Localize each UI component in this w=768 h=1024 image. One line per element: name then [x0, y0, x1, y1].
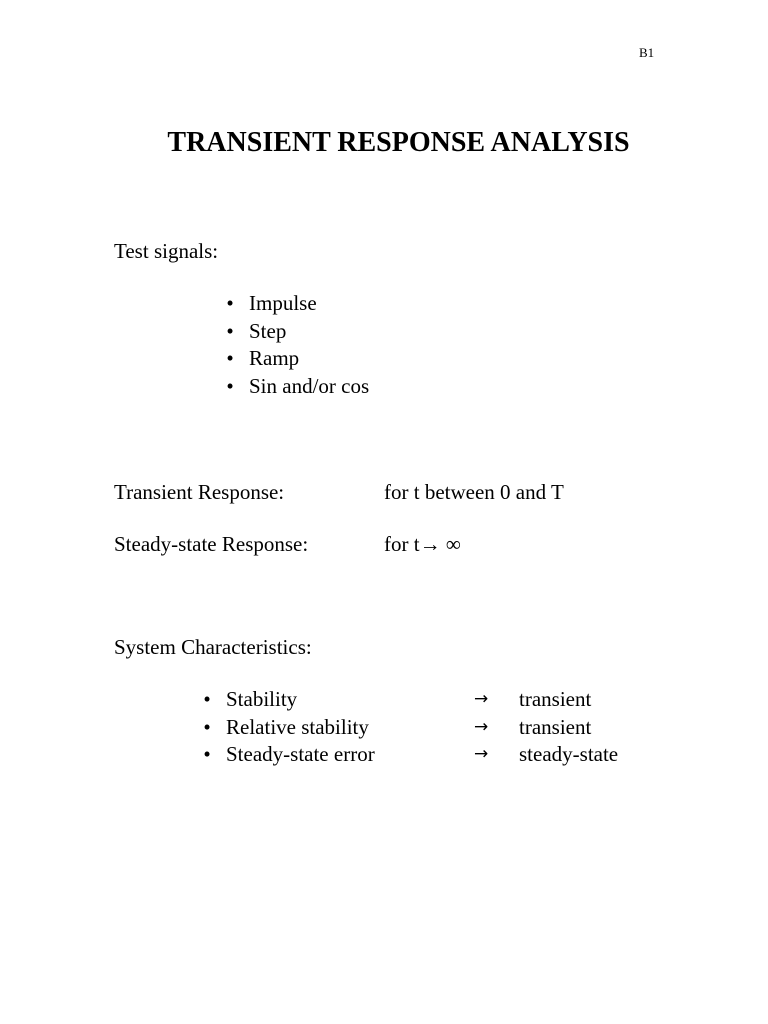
characteristic-value: steady-state: [519, 742, 619, 766]
test-signal-label: Sin and/or cos: [249, 373, 370, 398]
bullet-icon: •: [226, 291, 234, 315]
steady-state-response-label: Steady-state Response:: [114, 532, 309, 556]
test-signal-label: Ramp: [249, 346, 300, 370]
steady-state-response-value: for t→ ∞: [384, 532, 461, 556]
bullet-icon: •: [203, 687, 211, 711]
arrow-icon: →: [474, 744, 489, 764]
bullet-icon: •: [226, 318, 234, 343]
characteristic-label: Stability: [226, 687, 298, 711]
characteristic-label: Relative stability: [226, 714, 369, 739]
bullet-icon: •: [203, 714, 211, 739]
arrow-icon: →: [474, 716, 489, 737]
arrow-icon: →: [474, 689, 489, 709]
system-characteristics-heading: System Characteristics:: [114, 635, 312, 659]
bullet-icon: •: [226, 346, 234, 370]
test-signal-label: Impulse: [249, 291, 317, 315]
transient-response-value: for t between 0 and T: [384, 480, 564, 504]
page-number: B1: [639, 45, 655, 60]
transient-response-label: Transient Response:: [114, 480, 285, 504]
characteristic-value: transient: [519, 714, 592, 739]
bullet-icon: •: [226, 373, 234, 398]
characteristic-value: transient: [519, 687, 592, 711]
bullet-icon: •: [203, 742, 211, 766]
characteristic-label: Steady-state error: [226, 742, 375, 766]
page-title: TRANSIENT RESPONSE ANALYSIS: [167, 127, 630, 158]
test-signals-heading: Test signals:: [114, 239, 219, 263]
test-signal-label: Step: [249, 318, 287, 343]
